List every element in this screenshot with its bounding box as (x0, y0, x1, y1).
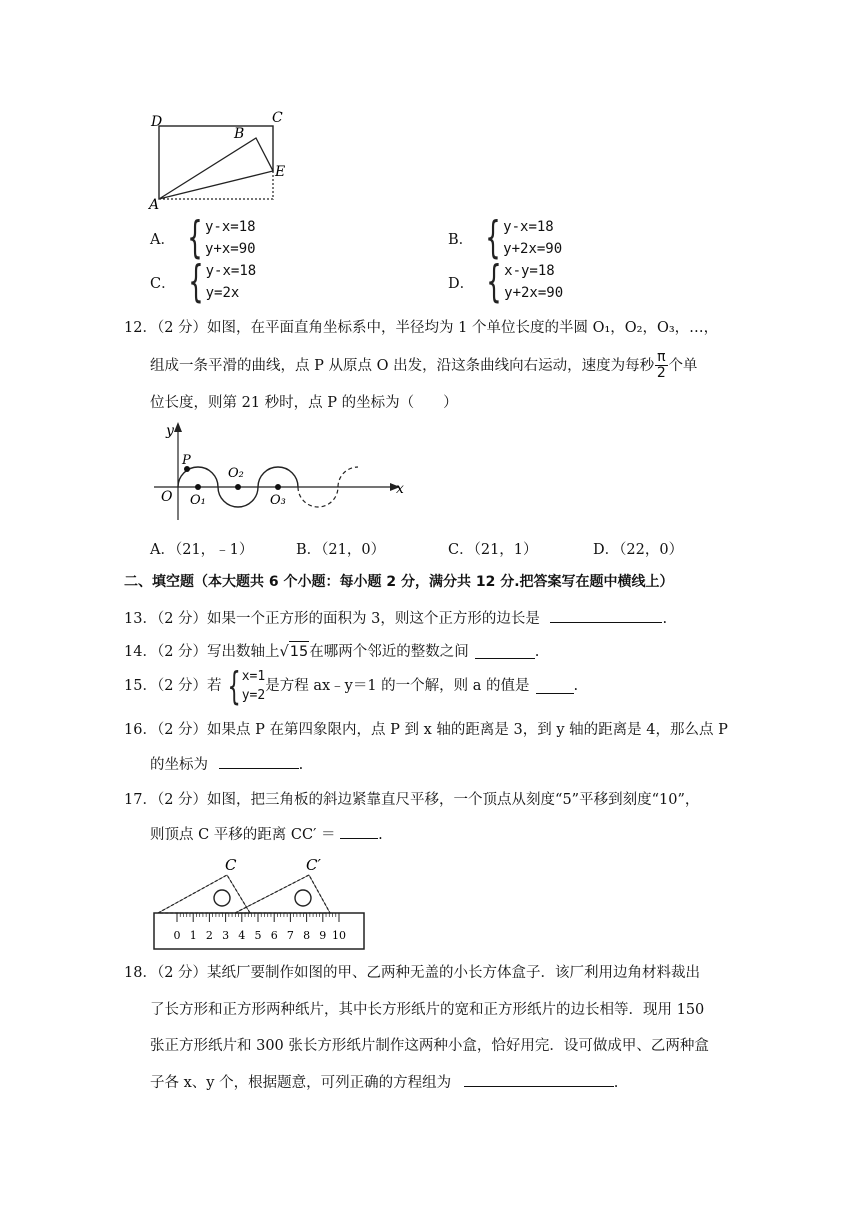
ruler-tick-label: 1 (189, 929, 197, 942)
option-letter: C． (448, 542, 474, 558)
q18-line4-text: 子各 x、y 个，根据题意，可列正确的方程组为 (150, 1075, 452, 1091)
q16-line2-text: 的坐标为 (150, 757, 208, 773)
q18-end: . (613, 1075, 619, 1091)
fraction-numerator: π (657, 349, 666, 365)
q18-line4 (150, 1072, 618, 1093)
q14-pre: 14．（2 分）写出数轴上 (124, 644, 280, 660)
equation: y+2x=90 (504, 285, 564, 301)
q12-label-o: O (161, 489, 173, 505)
sqrt-icon: √ (279, 644, 289, 660)
q12-option-a (150, 540, 253, 560)
q12-label-y: y (166, 423, 174, 439)
q13-end: . (662, 611, 668, 627)
q12-line2-a: 组成一条平滑的曲线，点 P 从原点 O 出发，沿这条曲线向右运动，速度为每秒 (150, 357, 655, 374)
equation: y-x=18 (205, 263, 257, 279)
q18-line2: 了长方形和正方形两种纸片，其中长方形纸片的宽和正方形纸片的边长相等．现用 150 (150, 1002, 705, 1018)
q15-post: 是方程 ax﹣y＝1 的一个解，则 a 的值是 (265, 678, 530, 694)
answer-blank[interactable] (219, 754, 299, 769)
option-letter: D． (593, 542, 620, 558)
q14-post: 在哪两个邻近的整数之间 (309, 644, 469, 660)
option-text: （21，0） (321, 542, 386, 558)
q15-pre: 15．（2 分）若 (124, 678, 222, 694)
answer-blank[interactable] (475, 644, 535, 659)
option-text: （21，﹣1） (174, 542, 254, 558)
q13-text: 13．（2 分）如果一个正方形的面积为 3，则这个正方形的边长是 (124, 611, 540, 627)
q12-semicircle-figure (148, 420, 410, 524)
q12-line2 (150, 350, 698, 381)
option-letter: C． (150, 275, 176, 292)
brace-icon: { (486, 256, 502, 307)
ruler-tick-label: 10 (332, 929, 346, 942)
q11-option-a (150, 212, 256, 263)
option-text: （21，1） (473, 542, 538, 558)
answer-blank[interactable] (464, 1072, 614, 1087)
q17-ruler-figure (150, 852, 370, 954)
q17-end: . (378, 827, 383, 843)
q15-end: . (573, 678, 579, 694)
q12-line1: 12．（2 分）如图，在平面直角坐标系中，半径均为 1 个单位长度的半圆 O₁，O₂，O₃，…， (124, 320, 719, 336)
q12-line2-b: 个单 (668, 357, 698, 374)
equation: y=2 (241, 688, 266, 703)
q11-option-b (448, 212, 563, 263)
option-letter: A． (150, 542, 175, 558)
q18-line1: 18．（2 分）某纸厂要制作如图的甲、乙两种无盖的小长方体盒子．该厂利用边角材料裁出 (124, 965, 701, 981)
equation: x-y=18 (504, 263, 555, 279)
q12-option-d (593, 540, 683, 560)
equation: x=1 (241, 669, 266, 684)
ruler-tick-label: 6 (270, 929, 278, 942)
q12-line3: 位长度，则第 21 秒时，点 P 的坐标为（ ） (150, 395, 458, 411)
q15 (124, 664, 579, 708)
option-letter: A． (150, 231, 175, 248)
q11-option-d (448, 256, 564, 307)
q17-line2 (150, 824, 383, 845)
option-text: （22，0） (619, 542, 684, 558)
brace-icon: { (226, 664, 241, 708)
equation: y+2x=90 (503, 241, 563, 257)
brace-icon: { (187, 212, 203, 263)
q12-label-o3: O₃ (270, 493, 286, 508)
answer-blank[interactable] (536, 679, 574, 694)
radicand: 15 (289, 641, 309, 662)
speed-fraction (655, 350, 667, 381)
q17-label-c-prime: C′ (306, 856, 321, 874)
ruler-tick-label: 7 (286, 929, 294, 942)
q14 (124, 641, 539, 662)
q12-label-x: x (396, 481, 404, 497)
ruler-tick-label: 4 (238, 929, 246, 942)
q12-label-p: P (182, 453, 191, 468)
q11-rectangle-figure (145, 105, 305, 215)
ruler-tick-label: 8 (303, 929, 311, 942)
option-letter: B． (448, 231, 474, 248)
ruler-tick-label: 2 (205, 929, 213, 942)
q12-label-o1: O₁ (190, 493, 206, 508)
ruler-tick-label: 3 (222, 929, 230, 942)
q11-option-c (150, 256, 257, 307)
q16-line2 (150, 754, 303, 775)
q18-line3: 张正方形纸片和 300 张长方形纸片制作这两种小盒，恰好用完．设可做成甲、乙两种盒 (150, 1038, 709, 1054)
answer-blank[interactable] (340, 824, 378, 839)
q11-label-b: B (234, 126, 245, 142)
answer-blank[interactable] (550, 608, 662, 623)
equation: y-x=18 (204, 219, 256, 235)
section-heading: 二、填空题（本大题共 6 个小题：每小题 2 分，满分共 12 分.把答案写在题中横线上） (124, 574, 674, 590)
q17-line2-text: 则顶点 C 平移的距离 CC′ ＝ (150, 827, 336, 843)
q11-label-a: A (149, 197, 160, 213)
q11-label-c: C (272, 110, 283, 126)
q16-line1: 16．（2 分）如果点 P 在第四象限内，点 P 到 x 轴的距离是 3，到 y 轴的距离是 4，那么点 P (124, 722, 728, 738)
ruler-tick-label: 5 (254, 929, 262, 942)
q11-label-d: D (151, 114, 163, 130)
equation: y+x=90 (204, 241, 256, 257)
brace-icon: { (485, 212, 501, 263)
q12-option-b (296, 540, 385, 560)
equation: y=2x (205, 285, 240, 301)
q12-label-o2: O₂ (228, 466, 244, 481)
q12-option-c (448, 540, 538, 560)
brace-icon: { (187, 256, 204, 307)
ruler-tick-label: 9 (319, 929, 327, 942)
q17-line1: 17．（2 分）如图，把三角板的斜边紧靠直尺平移，一个顶点从刻度“5”平移到刻度“10”， (124, 792, 700, 808)
q16-end: . (298, 757, 304, 773)
q11-label-e: E (275, 164, 286, 180)
option-letter: D． (448, 275, 475, 292)
q17-label-c: C (225, 856, 237, 874)
fraction-denominator: 2 (656, 365, 666, 381)
equation: y-x=18 (503, 219, 554, 235)
q13 (124, 608, 667, 629)
ruler-tick-label: 0 (173, 929, 181, 942)
sqrt-expression (280, 641, 310, 662)
q14-end: . (534, 644, 540, 660)
option-letter: B． (296, 542, 322, 558)
